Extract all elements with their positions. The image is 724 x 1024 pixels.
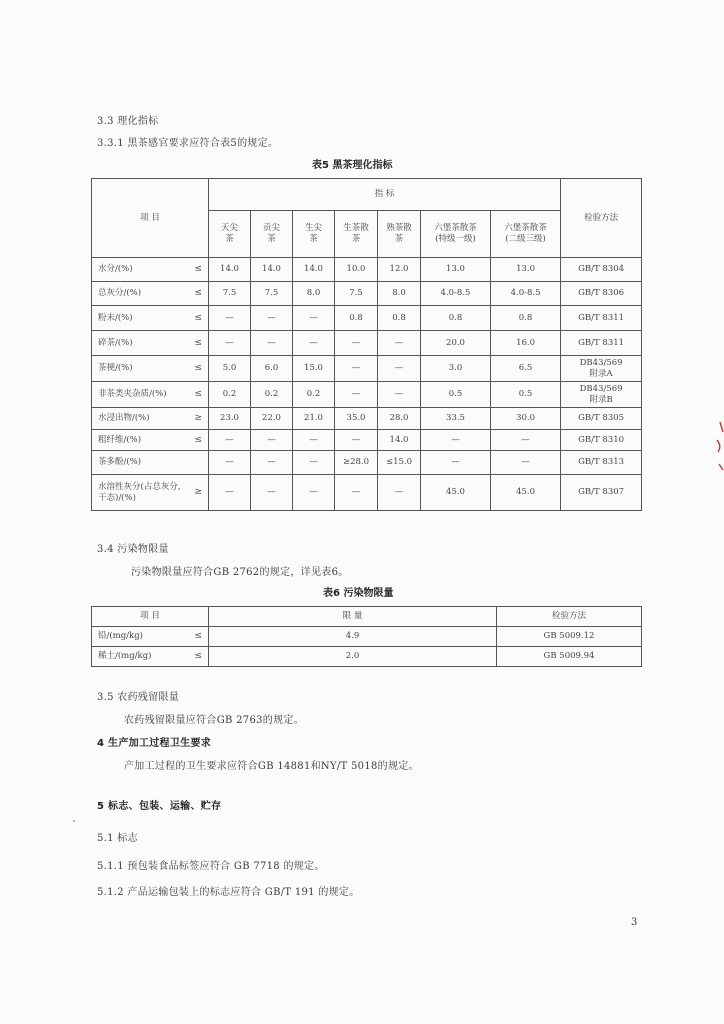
table5-header-method: 检验方法: [561, 179, 642, 258]
table5-value-cell: —: [335, 382, 378, 408]
table5-value-cell: —: [335, 430, 378, 451]
table-row: [92, 430, 642, 451]
table5-header-index: 指 标: [209, 179, 561, 211]
table5-caption: 表5 黑茶理化指标: [312, 160, 393, 171]
table5-method-cell: DB43/569 附录A: [561, 356, 642, 382]
table6-caption: 表6 污染物限量: [323, 588, 394, 599]
table5-value-cell: 30.0: [491, 408, 561, 430]
table5-value-cell: —: [209, 331, 251, 356]
item-label: 茶多酚/(%): [98, 457, 142, 467]
table5-item-cell: [92, 331, 209, 356]
table5-value-cell: 0.5: [491, 382, 561, 408]
comparator: ≤: [194, 363, 202, 373]
table5-method-cell: GB/T 8311: [561, 306, 642, 331]
item-label: 碎茶/(%): [98, 337, 133, 348]
table-row: [92, 408, 642, 430]
table5-value-cell: 14.0: [293, 258, 335, 282]
table5-value-cell: 7.5: [251, 282, 293, 306]
item-label: 粉末/(%): [98, 312, 133, 323]
table5-value-cell: —: [491, 430, 561, 451]
table5-value-cell: —: [421, 430, 491, 451]
table5-value-cell: 8.0: [293, 282, 335, 306]
table5-value-cell: 13.0: [491, 258, 561, 282]
table5-value-cell: 8.0: [378, 282, 421, 306]
item-label: 铅/(mg/kg): [98, 631, 143, 641]
table-row: [92, 475, 642, 511]
table5-value-cell: 6.5: [491, 356, 561, 382]
table5-value-cell: —: [378, 475, 421, 511]
table5-value-cell: 14.0: [378, 430, 421, 451]
table5-col-header: 熟茶散 茶: [378, 211, 421, 258]
section-3-5-text: 农药残留限量应符合GB 2763的规定。: [124, 715, 304, 726]
table5-method-cell: GB/T 8305: [561, 408, 642, 430]
table5-col-header: 天尖 茶: [209, 211, 251, 258]
table6-item-cell: [92, 647, 209, 667]
table5-value-cell: 14.0: [251, 258, 293, 282]
item-wrap: [98, 313, 206, 324]
table5-value-cell: —: [209, 475, 251, 511]
table6-header-limit: 限 量: [209, 607, 497, 627]
table5-value-cell: —: [335, 356, 378, 382]
item-label: 水浸出物/(%): [98, 413, 150, 423]
table5-value-cell: 5.0: [209, 356, 251, 382]
table-row: [92, 451, 642, 475]
section-4-text: 产加工过程的卫生要求应符合GB 14881和NY/T 5018的规定。: [124, 761, 419, 772]
table5-value-cell: 4.0-8.5: [491, 282, 561, 306]
table5-value-cell: —: [293, 430, 335, 451]
item-label: 稀土/(mg/kg): [98, 651, 152, 661]
section-5-1-1-text: 5.1.1 预包装食品标签应符合 GB 7718 的规定。: [97, 861, 325, 872]
table5-value-cell: 16.0: [491, 331, 561, 356]
table5-value-cell: 0.8: [335, 306, 378, 331]
table5-item-cell: [92, 282, 209, 306]
red-stamp-edge: [714, 420, 724, 480]
comparator: ≤: [194, 264, 202, 274]
table5-method-cell: GB/T 8307: [561, 475, 642, 511]
item-label: 粗纤维/(%): [98, 434, 142, 445]
table6-item-cell: [92, 627, 209, 647]
table5-item-cell: [92, 382, 209, 408]
section-5-1-heading: 5.1 标志: [97, 833, 138, 844]
table5-header-item: 项 目: [92, 179, 209, 258]
table5-value-cell: 45.0: [421, 475, 491, 511]
item-wrap: [98, 288, 206, 299]
table5-value-cell: —: [491, 451, 561, 475]
table5-value-cell: 0.2: [209, 382, 251, 408]
comparator: ≤: [194, 631, 202, 641]
table5-col-header: 生茶散 茶: [335, 211, 378, 258]
item-wrap: [98, 264, 206, 275]
table-row: [92, 627, 642, 647]
table5-item-cell: [92, 475, 209, 511]
table5-value-cell: 15.0: [293, 356, 335, 382]
table5-value-cell: 35.0: [335, 408, 378, 430]
table5-value-cell: —: [209, 451, 251, 475]
table5-value-cell: 20.0: [421, 331, 491, 356]
table5-item-cell: [92, 258, 209, 282]
table5-value-cell: 0.2: [293, 382, 335, 408]
comparator: ≤: [194, 651, 202, 661]
table5-value-cell: 0.2: [251, 382, 293, 408]
table-row: [92, 356, 642, 382]
comparator: ≤: [194, 288, 202, 298]
table5-value-cell: —: [378, 331, 421, 356]
table5-value-cell: —: [293, 451, 335, 475]
table5-item-cell: [92, 306, 209, 331]
item-label: 茶梗/(%): [98, 363, 133, 373]
table5-method-cell: GB/T 8306: [561, 282, 642, 306]
section-5-1-2-text: 5.1.2 产品运输包装上的标志应符合 GB/T 191 的规定。: [97, 887, 360, 898]
comparator: ≤: [194, 337, 202, 348]
table5-value-cell: —: [251, 306, 293, 331]
table5-value-cell: —: [209, 306, 251, 331]
table5-value-cell: ≥28.0: [335, 451, 378, 475]
item-wrap: [98, 338, 206, 349]
table6-limit-cell: 4.9: [209, 627, 497, 647]
item-label: 水分/(%): [98, 264, 133, 274]
table5-col-header: 六堡茶散茶 (特级一级): [421, 211, 491, 258]
table5-value-cell: 3.0: [421, 356, 491, 382]
table5-method-cell: GB/T 8304: [561, 258, 642, 282]
item-label: 水溶性灰分(占总灰分, 干态)/(%): [98, 481, 181, 503]
item-wrap: [98, 631, 206, 642]
table5-value-cell: 6.0: [251, 356, 293, 382]
table5-value-cell: —: [251, 331, 293, 356]
section-3-5-heading: 3.5 农药残留限量: [97, 692, 180, 703]
table5-value-cell: 7.5: [209, 282, 251, 306]
item-wrap: [98, 457, 206, 468]
comparator: ≤: [194, 389, 202, 399]
table5-method-cell: DB43/569 附录B: [561, 382, 642, 408]
table5: [91, 178, 642, 511]
table5-value-cell: —: [335, 475, 378, 511]
table5-value-cell: —: [293, 306, 335, 331]
table5-value-cell: —: [293, 331, 335, 356]
section-5-heading: 5 标志、包装、运输、贮存: [97, 801, 222, 812]
table5-method-cell: GB/T 8311: [561, 331, 642, 356]
table5-method-cell: GB/T 8310: [561, 430, 642, 451]
table5-value-cell: —: [293, 475, 335, 511]
table5-value-cell: 4.0-8.5: [421, 282, 491, 306]
table5-value-cell: 14.0: [209, 258, 251, 282]
table6-header-item: 项 目: [92, 607, 209, 627]
table5-col-header: 六堡茶散茶 (二级三级): [491, 211, 561, 258]
scan-speck: [73, 820, 75, 822]
table5-value-cell: 0.8: [421, 306, 491, 331]
table5-col-header: 生尖 茶: [293, 211, 335, 258]
table6-limit-cell: 2.0: [209, 647, 497, 667]
table5-value-cell: —: [378, 382, 421, 408]
table5-value-cell: ≤15.0: [378, 451, 421, 475]
section-3-4-heading: 3.4 污染物限量: [97, 544, 169, 555]
item-wrap: [98, 435, 206, 446]
table5-value-cell: 28.0: [378, 408, 421, 430]
table5-value-cell: 0.5: [421, 382, 491, 408]
section-3-4-text: 污染物限量应符合GB 2762的规定，详见表6。: [131, 567, 349, 578]
section-3-3-heading: 3.3 理化指标: [97, 116, 159, 127]
table6: [91, 606, 642, 667]
table5-item-cell: [92, 451, 209, 475]
item-wrap: [98, 363, 206, 374]
item-wrap: [98, 482, 206, 504]
table5-value-cell: —: [251, 430, 293, 451]
table6-method-cell: GB 5009.12: [497, 627, 642, 647]
item-label: 总灰分/(%): [98, 288, 142, 298]
table5-value-cell: —: [421, 451, 491, 475]
table5-col-header: 贡尖 茶: [251, 211, 293, 258]
comparator: ≥: [194, 487, 202, 497]
page-number: 3: [631, 917, 638, 928]
table5-value-cell: —: [378, 356, 421, 382]
table5-value-cell: 22.0: [251, 408, 293, 430]
table-row: [92, 331, 642, 356]
table5-item-cell: [92, 430, 209, 451]
table5-value-cell: 0.8: [491, 306, 561, 331]
table5-value-cell: 7.5: [335, 282, 378, 306]
item-wrap: [98, 651, 206, 662]
table5-value-cell: 45.0: [491, 475, 561, 511]
item-wrap: [98, 413, 206, 424]
section-4-heading: 4 生产加工过程卫生要求: [97, 738, 212, 749]
table-row: [92, 382, 642, 408]
table5-value-cell: 13.0: [421, 258, 491, 282]
comparator: ≤: [194, 312, 202, 323]
table-row: [92, 258, 642, 282]
table5-item-cell: [92, 356, 209, 382]
table5-value-cell: 0.8: [378, 306, 421, 331]
table6-method-cell: GB 5009.94: [497, 647, 642, 667]
table5-value-cell: 23.0: [209, 408, 251, 430]
table5-value-cell: 10.0: [335, 258, 378, 282]
table-row: [92, 282, 642, 306]
table5-value-cell: —: [335, 331, 378, 356]
item-label: 非茶类夹杂质/(%): [98, 389, 167, 399]
table5-value-cell: —: [251, 451, 293, 475]
item-wrap: [98, 389, 206, 400]
table5-value-cell: —: [251, 475, 293, 511]
table5-value-cell: 21.0: [293, 408, 335, 430]
table-row: [92, 306, 642, 331]
table5-value-cell: 33.5: [421, 408, 491, 430]
table5-item-cell: [92, 408, 209, 430]
comparator: ≥: [194, 413, 202, 423]
section-3-3-1-text: 3.3.1 黑茶感官要求应符合表5的规定。: [97, 138, 279, 149]
table5-value-cell: —: [209, 430, 251, 451]
table5-method-cell: GB/T 8313: [561, 451, 642, 475]
table6-header-method: 检验方法: [497, 607, 642, 627]
table5-value-cell: 12.0: [378, 258, 421, 282]
comparator: ≤: [194, 434, 202, 445]
table-row: [92, 647, 642, 667]
